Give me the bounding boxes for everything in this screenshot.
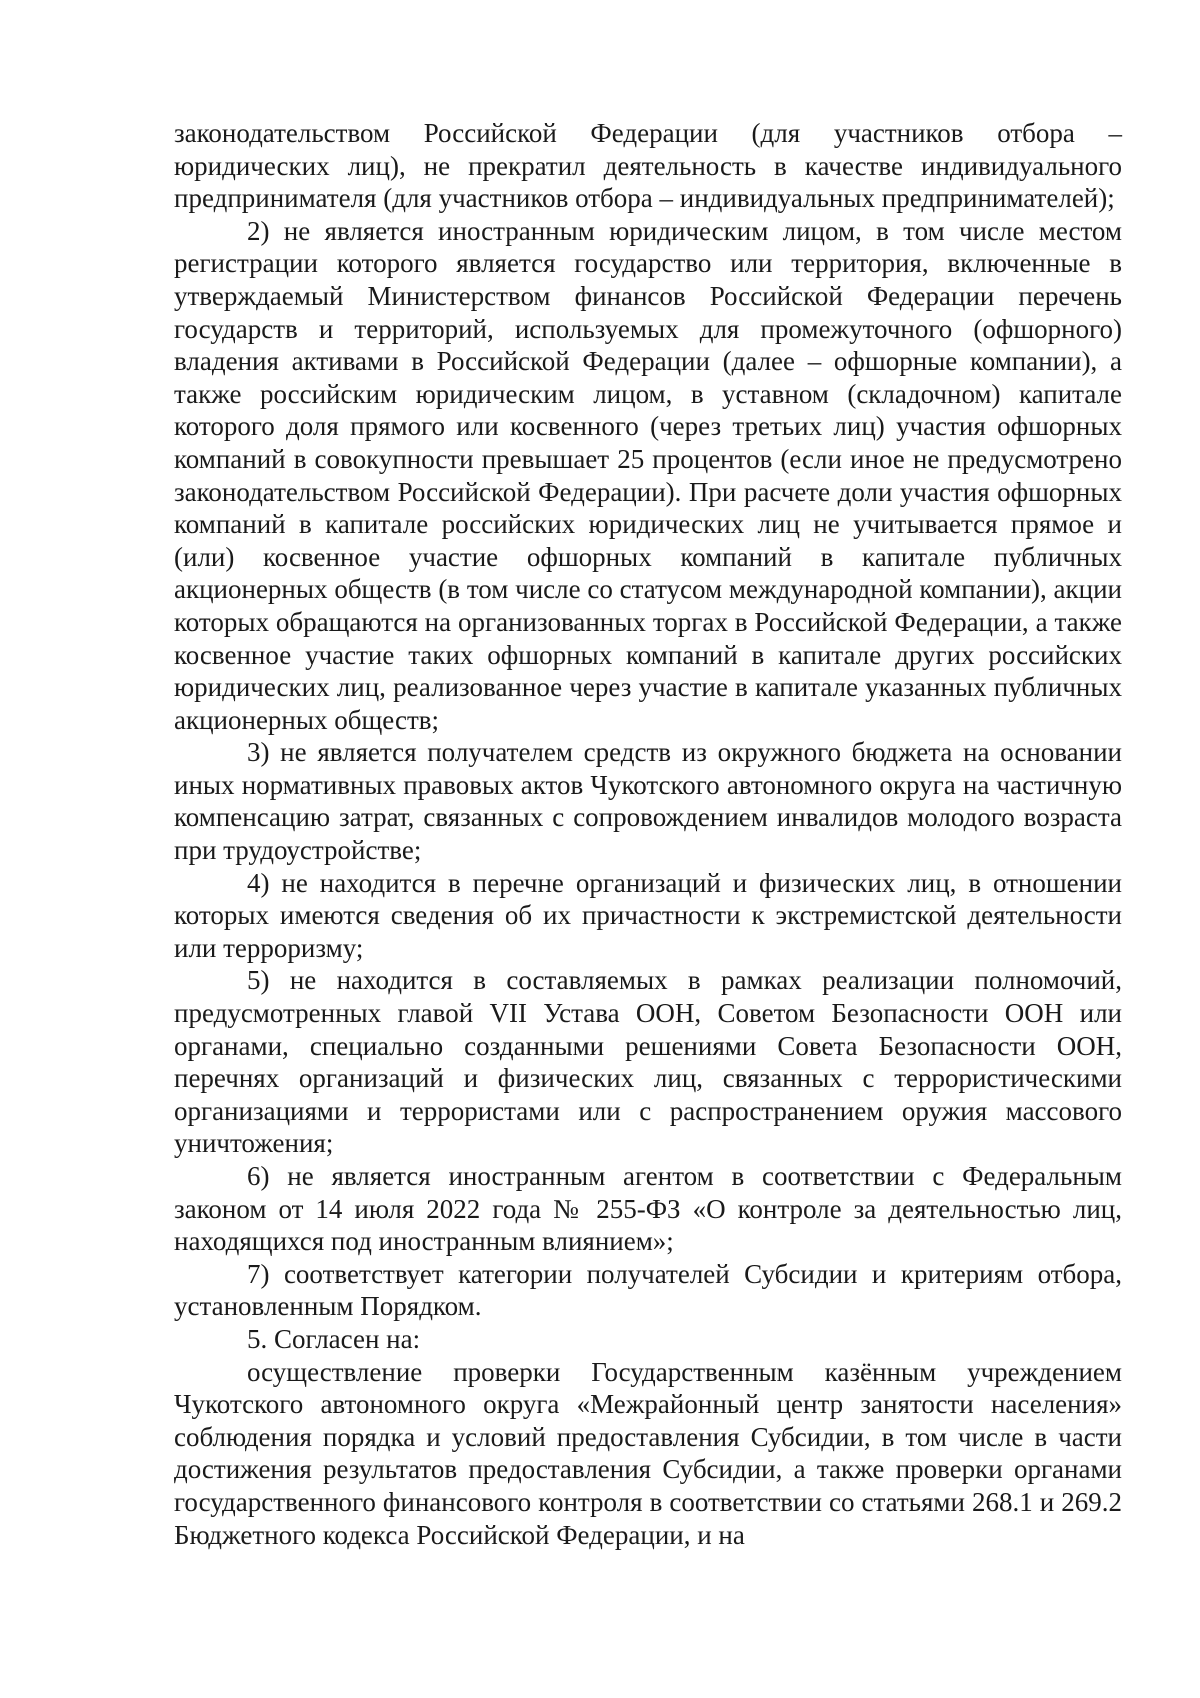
paragraph-item-2: 2) не является иностранным юридическим лицом, в том числе местом регистрации которого является государство или территория, включенные в утверждаемый Министерством финансов Российской Федерации перечень государств и территорий, используемых для промежуточного (офшорного) владения активами в Российской Федерации (далее – офшорные компании), а также российским юридическим лицом, в уставном (складочном) капитале которого доля прямого или косвенного (через третьих лиц) участия офшорных компаний в совокупности превышает 25 процентов (если иное не предусмотрено законодательством Российской Федерации). При расчете доли участия офшорных компаний в капитале российских юридических лиц не учитывается прямое и (или) косвенное участие офшорных компаний в капитале публичных акционерных обществ (в том числе со статусом международной компании), акции которых обращаются на организованных торгах в Российской Федерации, а также косвенное участие таких офшорных компаний в капитале других российских юридических лиц, реализованное через участие в капитале указанных публичных акционерных обществ; (174, 215, 1122, 735)
paragraph-item-4: 4) не находится в перечне организаций и физических лиц, в отношении которых имеются сведения об их причастности к экстремистской деятельности или терроризму; (174, 867, 1122, 963)
section-heading-5: 5. Согласен на: (247, 1323, 421, 1354)
paragraph-consent: осуществление проверки Государственным казённым учреждением Чукотского автономного округа «Межрайонный центр занятости населения» соблюдения порядка и условий предоставления Субсидии, в том числе в части достижения результатов предоставления Субсидии, а также проверки органами государственного финансового контроля в соответствии со статьями 268.1 и 269.2 Бюджетного кодекса Российской Федерации, и на (174, 1356, 1122, 1550)
paragraph-item-7: 7) соответствует категории получателей Субсидии и критериям отбора, установленным Порядком. (174, 1258, 1122, 1322)
paragraph-item-3: 3) не является получателем средств из окружного бюджета на основании иных нормативных правовых актов Чукотского автономного округа на частичную компенсацию затрат, связанных с сопровождением инвалидов молодого возраста при трудоустройстве; (174, 737, 1122, 866)
paragraph-item-6: 6) не является иностранным агентом в соответствии с Федеральным законом от 14 июля 2022 года № 255-ФЗ «О контроле за деятельностью лиц, находящихся под иностранным влиянием»; (174, 1161, 1122, 1257)
document-body (174, 117, 1122, 1551)
paragraph-continuation: законодательством Российской Федерации (для участников отбора – юридических лиц), не прекратил деятельность в качестве индивидуального предпринимателя (для участников отбора – индивидуальных предпринимателей); (174, 118, 1122, 214)
paragraph-item-5: 5) не находится в составляемых в рамках реализации полномочий, предусмотренных главой VII Устава ООН, Советом Безопасности ООН или органами, специально созданными решениями Совета Безопасности ООН, перечнях организаций и физических лиц, связанных с террористическими организациями и террористами или с распространением оружия массового уничтожения; (174, 965, 1122, 1159)
